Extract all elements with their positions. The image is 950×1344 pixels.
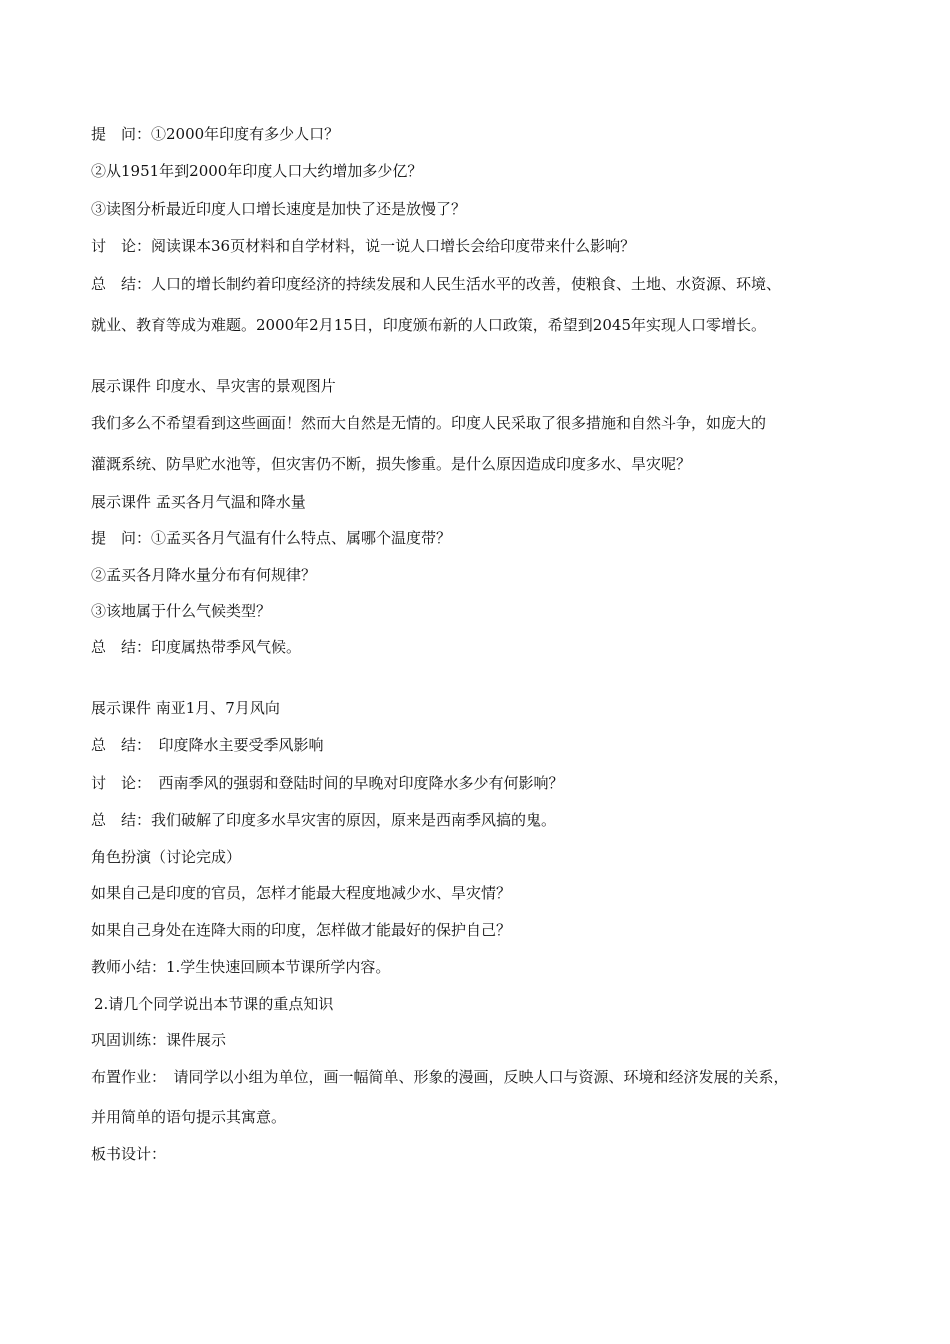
board-design-label: 板书设计： xyxy=(91,1145,167,1163)
summary-line-1: 总 结：人口的增长制约着印度经济的持续发展和人民生活水平的改善，使粮食、土地、水资源、环境、 xyxy=(91,275,782,293)
courseware-heading-1: 展示课件 印度水、旱灾害的景观图片 xyxy=(91,377,336,395)
practice-line: 巩固训练：课件展示 xyxy=(91,1031,227,1049)
summary-line-3: 总 结：印度属热带季风气候。 xyxy=(91,638,302,656)
paragraph-line-1: 我们多么不希望看到这些画面！然而大自然是无情的。印度人民采取了很多措施和自然斗争，如庞大的 xyxy=(91,414,767,432)
role-play-question-2: 如果自己身处在连降大雨的印度，怎样做才能最好的保护自己？ xyxy=(91,921,512,939)
homework-line-1: 布置作业： 请同学以小组为单位，画一幅简单、形象的漫画，反映人口与资源、环境和经济发展的关系， xyxy=(91,1068,789,1086)
role-play-heading: 角色扮演（讨论完成） xyxy=(91,848,242,866)
summary-line-5: 总 结：我们破解了印度多水旱灾害的原因，原来是西南季风搞的鬼。 xyxy=(91,811,557,829)
homework-line-2: 并用简单的语句提示其寓意。 xyxy=(91,1108,287,1126)
teacher-summary-line: 教师小结：1.学生快速回顾本节课所学内容。 xyxy=(91,958,391,976)
question-line-1: 提 问：①2000年印度有多少人口？ xyxy=(91,125,340,143)
summary-line-4: 总 结： 印度降水主要受季风影响 xyxy=(91,736,324,754)
discussion-line-2: 讨 论： 西南季风的强弱和登陆时间的早晚对印度降水多少有何影响？ xyxy=(91,774,564,792)
question-line-4: 提 问：①孟买各月气温有什么特点、属哪个温度带？ xyxy=(91,529,452,547)
role-play-question-1: 如果自己是印度的官员，怎样才能最大程度地减少水、旱灾情？ xyxy=(91,884,512,902)
paragraph-line-2: 灌溉系统、防旱贮水池等，但灾害仍不断，损失惨重。是什么原因造成印度多水、旱灾呢？ xyxy=(91,455,692,473)
teacher-summary-item-2: 2.请几个同学说出本节课的重点知识 xyxy=(94,995,334,1013)
summary-line-2: 就业、教育等成为难题。2000年2月15日，印度颁布新的人口政策，希望到2045年实现人口零增长。 xyxy=(91,316,766,334)
question-line-5: ②孟买各月降水量分布有何规律？ xyxy=(91,566,317,584)
discussion-line-1: 讨 论：阅读课本36页材料和自学材料，说一说人口增长会给印度带来什么影响？ xyxy=(91,237,636,255)
courseware-heading-3: 展示课件 南亚1月、7月风向 xyxy=(91,699,280,717)
courseware-heading-2: 展示课件 孟买各月气温和降水量 xyxy=(91,493,306,511)
question-line-6: ③该地属于什么气候类型？ xyxy=(91,602,272,620)
question-line-2: ②从1951年到2000年印度人口大约增加多少亿？ xyxy=(91,162,423,180)
question-line-3: ③读图分析最近印度人口增长速度是加快了还是放慢了？ xyxy=(91,200,467,218)
